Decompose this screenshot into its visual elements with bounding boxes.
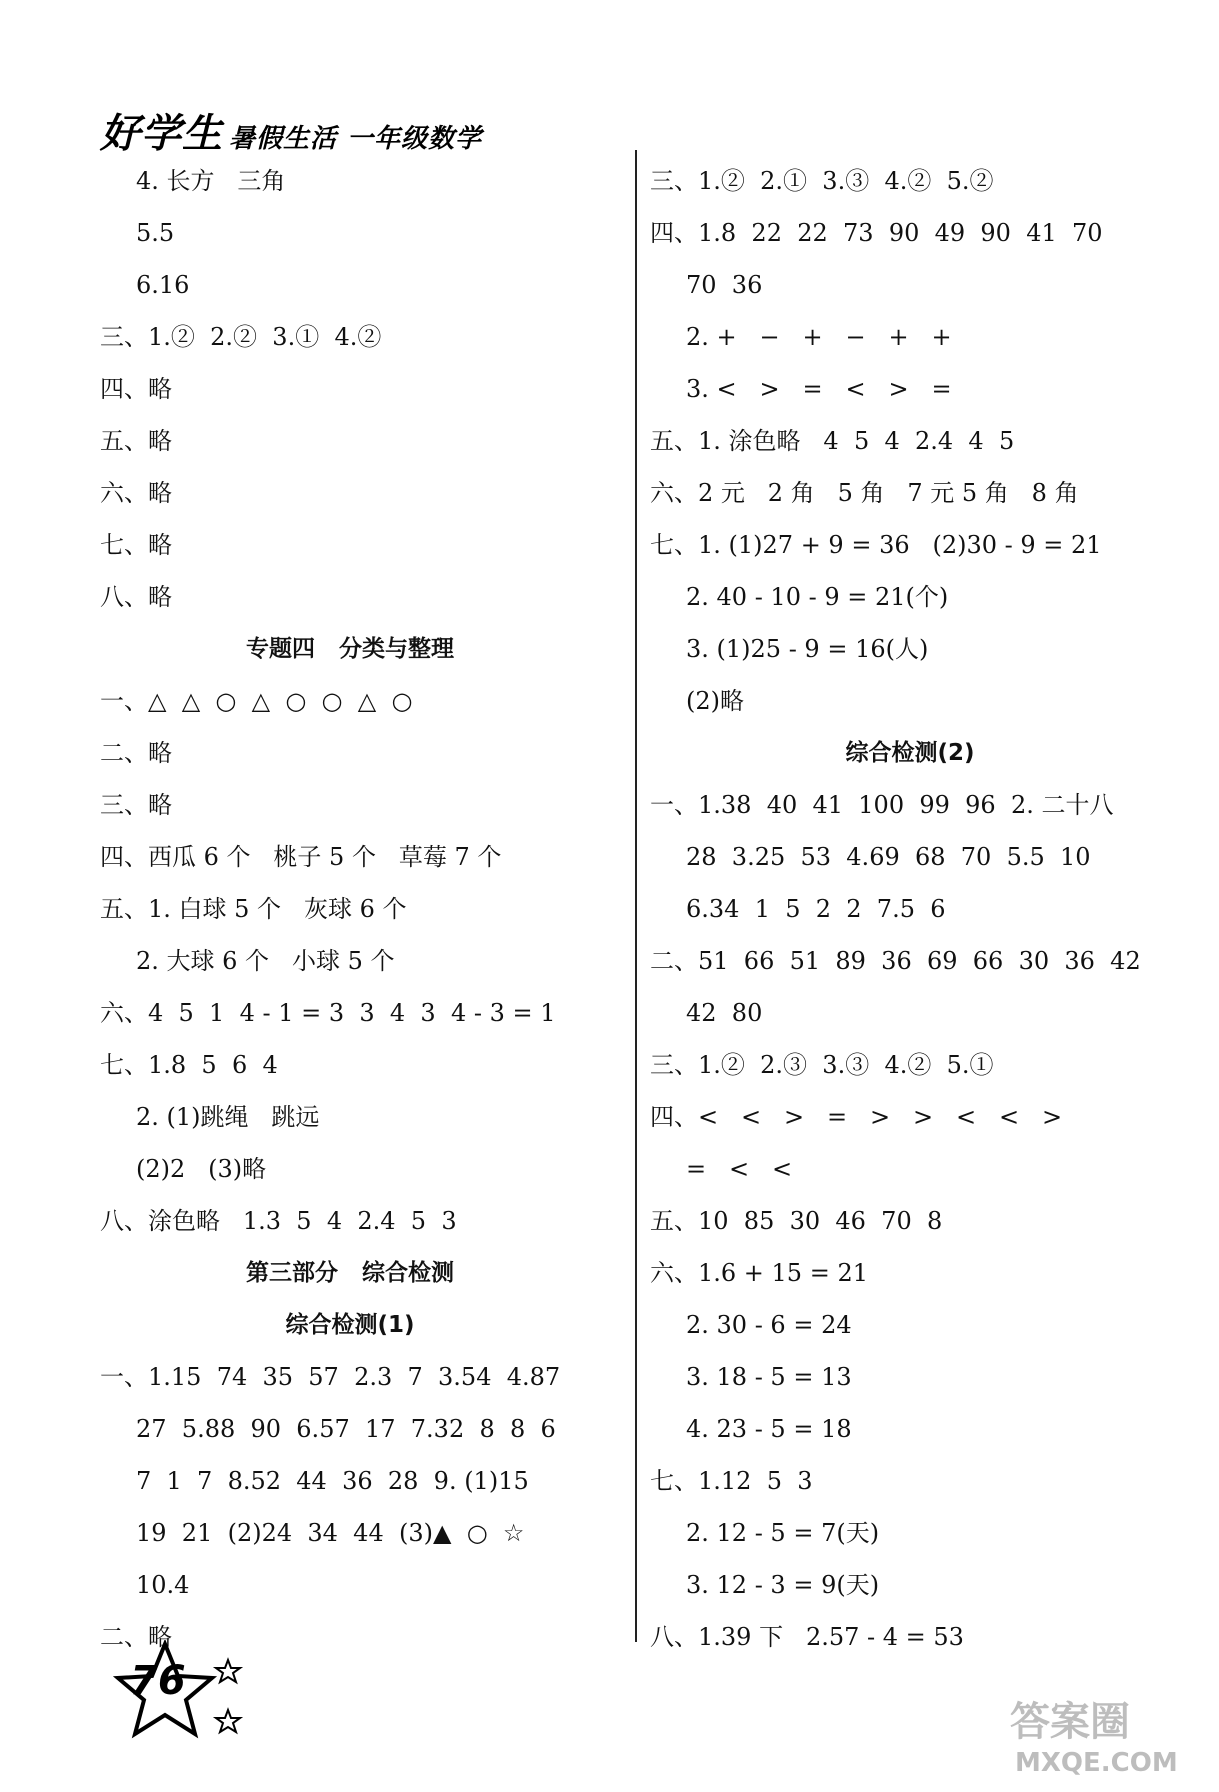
- answer-line: 七、1.8 5 6 4: [100, 1051, 278, 1079]
- answer-line: 六、略: [100, 479, 172, 507]
- answer-line: 六、2 元 2 角 5 角 7 元 5 角 8 角: [650, 479, 1079, 507]
- answer-line: 2. + − + − + +: [686, 323, 952, 351]
- answer-line: 七、1.12 5 3: [650, 1467, 813, 1495]
- page-number: 76: [130, 1658, 186, 1704]
- answer-line: 一、△ △ ○ △ ○ ○ △ ○: [100, 687, 413, 715]
- answer-line: 6.34 1 5 2 2 7.5 6: [686, 895, 946, 923]
- answer-line: 19 21 (2)24 34 44 (3)▲ ○ ☆: [136, 1519, 525, 1547]
- answer-line: 七、略: [100, 531, 172, 559]
- answer-line: 五、10 85 30 46 70 8: [650, 1207, 943, 1235]
- answer-line: 6.16: [136, 271, 190, 299]
- answer-line: 4. 长方 三角: [136, 167, 286, 195]
- answer-line: (2)略: [686, 687, 744, 715]
- answer-line: 二、略: [100, 739, 172, 767]
- column-divider: [635, 150, 637, 1642]
- answer-line: 3. 18 - 5 = 13: [686, 1363, 852, 1391]
- answer-line: 一、1.15 74 35 57 2.3 7 3.54 4.87: [100, 1363, 561, 1391]
- answer-line: 四、西瓜 6 个 桃子 5 个 草莓 7 个: [100, 843, 502, 871]
- answer-line: 四、< < > = > > < < >: [650, 1103, 1063, 1131]
- answer-line: 7 1 7 8.52 44 36 28 9. (1)15: [136, 1467, 529, 1495]
- answer-line: 一、1.38 40 41 100 99 96 2. 二十八: [650, 791, 1114, 819]
- answer-line: = < <: [686, 1155, 793, 1183]
- answer-line: 三、1.② 2.② 3.① 4.②: [100, 323, 382, 351]
- section-heading: 第三部分 综合检测: [245, 1260, 455, 1286]
- section-heading: 综合检测(1): [285, 1312, 415, 1338]
- answer-line: 八、1.39 下 2.57 - 4 = 53: [650, 1623, 964, 1651]
- right-answer-column: [650, 155, 1170, 1663]
- answer-line: 3. < > = < > =: [686, 375, 952, 403]
- watermark-url: MXQE.COM: [1015, 1748, 1178, 1778]
- left-answer-column: [100, 155, 620, 1663]
- answer-line: 27 5.88 90 6.57 17 7.32 8 8 6: [136, 1415, 556, 1443]
- answer-line: 七、1. (1)27 + 9 = 36 (2)30 - 9 = 21: [650, 531, 1102, 559]
- answer-line: 2. 大球 6 个 小球 5 个: [136, 947, 395, 975]
- brand-title: 好学生: [100, 111, 223, 157]
- watermark-logo: 答案圈: [1010, 1699, 1130, 1745]
- answer-line: 2. 30 - 6 = 24: [686, 1311, 852, 1339]
- answer-line: 五、略: [100, 427, 172, 455]
- answer-line: 2. 12 - 5 = 7(天): [686, 1519, 880, 1547]
- answer-line: 三、1.② 2.③ 3.③ 4.② 5.①: [650, 1051, 994, 1079]
- answer-line: 八、略: [100, 583, 172, 611]
- answer-line: 10.4: [136, 1571, 190, 1599]
- answer-line: 2. (1)跳绳 跳远: [136, 1103, 320, 1131]
- answer-line: 2. 40 - 10 - 9 = 21(个): [686, 583, 949, 611]
- section-heading: 综合检测(2): [845, 740, 975, 766]
- answer-line: 二、51 66 51 89 36 69 66 30 36 42: [650, 947, 1141, 975]
- answer-line: 四、1.8 22 22 73 90 49 90 41 70: [650, 219, 1103, 247]
- answer-line: 5.5: [136, 219, 175, 247]
- page-header: [100, 102, 482, 159]
- answer-line: 3. (1)25 - 9 = 16(人): [686, 635, 929, 663]
- answer-line: 三、1.② 2.① 3.③ 4.② 5.②: [650, 167, 994, 195]
- answer-line: (2)2 (3)略: [136, 1155, 267, 1183]
- answer-line: 四、略: [100, 375, 172, 403]
- section-heading: 专题四 分类与整理: [245, 636, 455, 662]
- answer-line: 八、涂色略 1.3 5 4 2.4 5 3: [100, 1207, 457, 1235]
- answer-line: 二、略: [100, 1623, 172, 1651]
- answer-line: 70 36: [686, 271, 763, 299]
- answer-line: 三、略: [100, 791, 172, 819]
- answer-line: 4. 23 - 5 = 18: [686, 1415, 852, 1443]
- answer-line: 六、1.6 + 15 = 21: [650, 1259, 868, 1287]
- book-subtitle: 暑假生活 一年级数学: [229, 124, 483, 154]
- answer-line: 六、4 5 1 4 - 1 = 3 3 4 3 4 - 3 = 1: [100, 999, 556, 1027]
- answer-line: 五、1. 涂色略 4 5 4 2.4 4 5: [650, 427, 1015, 455]
- answer-line: 42 80: [686, 999, 763, 1027]
- answer-line: 3. 12 - 3 = 9(天): [686, 1571, 880, 1599]
- answer-line: 五、1. 白球 5 个 灰球 6 个: [100, 895, 407, 923]
- answer-line: 28 3.25 53 4.69 68 70 5.5 10: [686, 843, 1091, 871]
